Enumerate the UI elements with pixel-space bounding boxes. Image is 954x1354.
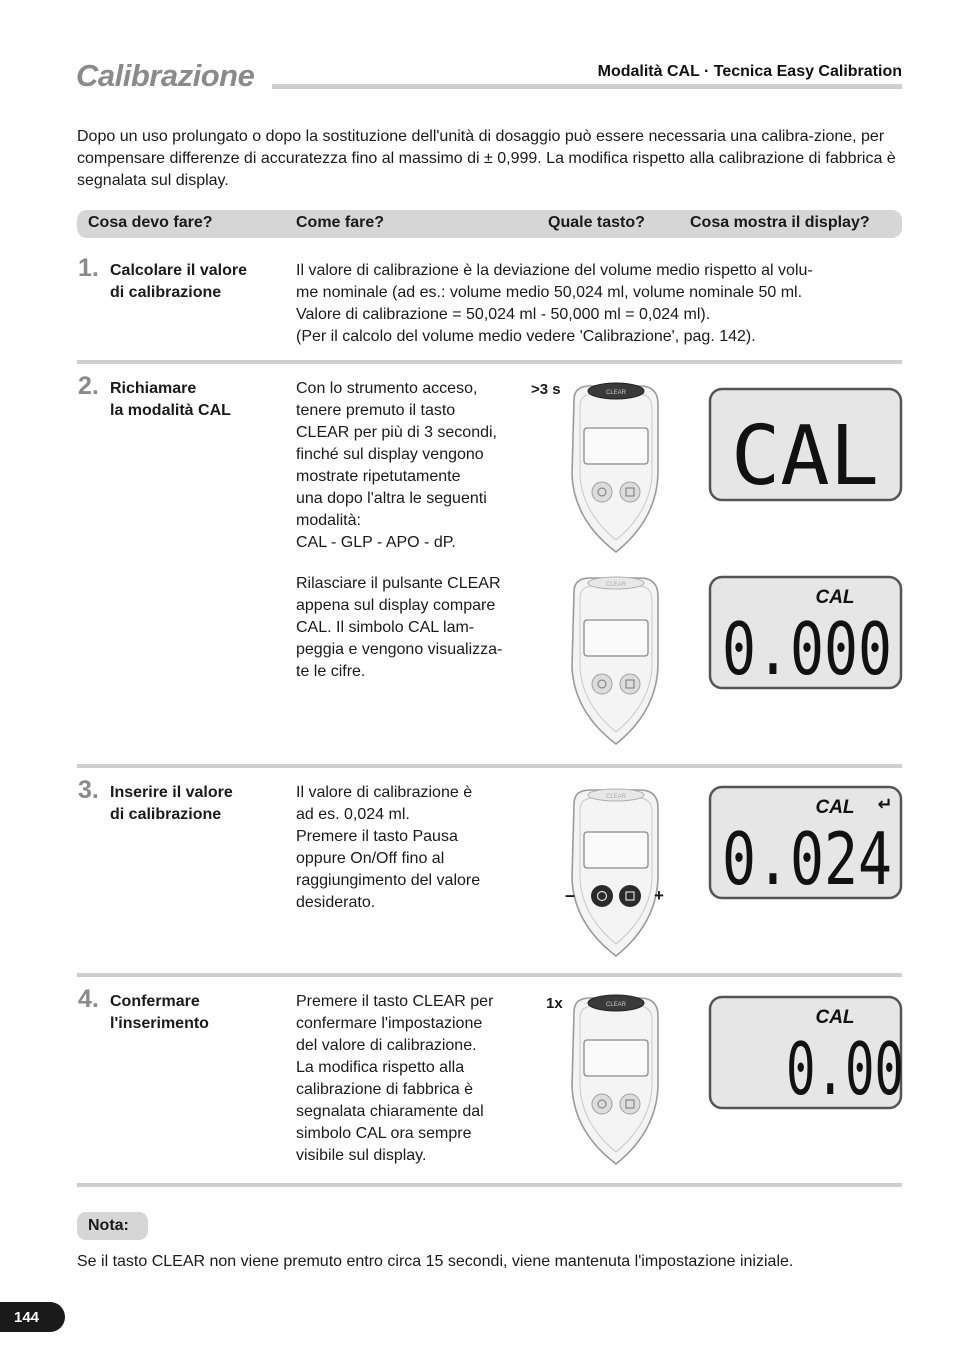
note-text: Se il tasto CLEAR non viene premuto entro circa 15 secondi, viene mantenuta l'impostazione iniziale. bbox=[77, 1253, 794, 1270]
dispenser-device-icon bbox=[568, 992, 668, 1172]
step-4-body-line: simbolo CAL ora sempre bbox=[296, 1125, 472, 1142]
step-2-title-line: Richiamare bbox=[110, 380, 197, 397]
lcd-cal-symbol: CAL bbox=[815, 587, 855, 608]
step-1-body bbox=[296, 260, 896, 348]
step-4-body-line: calibrazione di fabbrica è bbox=[296, 1081, 473, 1098]
step-4-title-line: l'inserimento bbox=[110, 1015, 209, 1032]
page-subtitle: Modalità CAL · Tecnica Easy Calibration bbox=[597, 63, 902, 80]
clear-button-label: CLEAR bbox=[605, 582, 627, 588]
step-4-body-line: confermare l'impostazione bbox=[296, 1015, 483, 1032]
step-3-body bbox=[296, 782, 526, 914]
dispenser-device-icon bbox=[568, 572, 668, 752]
step-1-title-line: di calibrazione bbox=[110, 284, 222, 301]
step-3-body-line: Premere il tasto Pausa bbox=[296, 828, 458, 845]
step-3-body-line: raggiungimento del valore bbox=[296, 872, 481, 889]
step-4-body-line: visibile sul display. bbox=[296, 1147, 427, 1164]
step-2-body-line: appena sul display compare bbox=[296, 597, 496, 614]
intro-paragraph: Dopo un uso prolungato o dopo la sostituzione dell'unità di dosaggio può essere necessaria una calibra-zione, per compensare differenze di accuratezza fino al massimo di ± 0,999. La modifica rispetto alla calibrazione di fabbrica è segnalata sul display. bbox=[77, 128, 896, 189]
on-off-button-icon bbox=[619, 885, 641, 907]
step-1-body-line: (Per il calcolo del volume medio vedere 'Calibrazione', pag. 142). bbox=[296, 328, 756, 345]
lcd-cal-symbol: CAL bbox=[815, 1007, 855, 1028]
row-divider bbox=[77, 360, 902, 364]
row-divider bbox=[77, 764, 902, 768]
page-number: 144 bbox=[14, 1309, 40, 1326]
step-4-title-line: Confermare bbox=[110, 993, 200, 1010]
clear-button-label: CLEAR bbox=[605, 390, 627, 396]
step-2-body-line: CAL. Il simbolo CAL lam- bbox=[296, 619, 475, 636]
hold-duration-label: >3 s bbox=[531, 381, 561, 398]
column-header-what: Cosa devo fare? bbox=[88, 214, 213, 231]
step-4-body bbox=[296, 991, 526, 1167]
clear-button-label: CLEAR bbox=[605, 794, 627, 800]
step-2-body bbox=[296, 378, 526, 554]
row-divider bbox=[77, 1183, 902, 1187]
step-2-body-line: tenere premuto il tasto bbox=[296, 402, 456, 419]
lcd-cal-symbol: CAL bbox=[815, 797, 855, 818]
step-2-body-line: CAL - GLP - APO - dP. bbox=[296, 534, 456, 551]
step-1-number: 1. bbox=[78, 254, 99, 282]
step-2-body-line: Con lo strumento acceso, bbox=[296, 380, 478, 397]
lcd-text: CAL bbox=[730, 409, 880, 504]
step-2-body-release bbox=[296, 573, 526, 683]
step-4-body-line: del valore di calibrazione. bbox=[296, 1037, 477, 1054]
step-2-body-line: mostrate ripetutamente bbox=[296, 468, 461, 485]
dispenser-device-icon bbox=[568, 784, 668, 964]
step-2-body-line: una dopo l'altra le seguenti bbox=[296, 490, 487, 507]
column-header-display: Cosa mostra il display? bbox=[690, 214, 870, 231]
step-3-body-line: Il valore di calibrazione è bbox=[296, 784, 473, 801]
step-2-body-line: modalità: bbox=[296, 512, 361, 529]
lcd-text: 0.00 bbox=[786, 1027, 904, 1111]
step-2-title bbox=[110, 378, 231, 422]
minus-label: – bbox=[565, 885, 576, 905]
step-3-body-line: ad es. 0,024 ml. bbox=[296, 806, 410, 823]
clear-button-label: CLEAR bbox=[605, 1002, 627, 1008]
page-title: Calibrazione bbox=[76, 58, 255, 93]
step-4-body-line: La modifica rispetto alla bbox=[296, 1059, 465, 1076]
dispenser-device-icon bbox=[568, 380, 668, 560]
step-4-body-line: segnalata chiaramente dal bbox=[296, 1103, 484, 1120]
row-divider bbox=[77, 973, 902, 977]
step-4-number: 4. bbox=[78, 985, 99, 1013]
step-1-body-line: me nominale (ad es.: volume medio 50,024 ml, volume nominale 50 ml. bbox=[296, 284, 803, 301]
step-2-title-line: la modalità CAL bbox=[110, 402, 231, 419]
pause-button-icon bbox=[591, 885, 613, 907]
lcd-text: 0.000 bbox=[722, 607, 892, 691]
step-1-title bbox=[110, 260, 247, 304]
step-3-title-line: di calibrazione bbox=[110, 806, 222, 823]
lcd-display-confirmed bbox=[709, 996, 903, 1110]
note-label: Nota: bbox=[88, 1217, 129, 1234]
press-count-label: 1x bbox=[546, 995, 563, 1012]
title-rule bbox=[272, 84, 902, 89]
column-header-how: Come fare? bbox=[296, 214, 385, 231]
step-1-title-line: Calcolare il valore bbox=[110, 262, 247, 279]
step-3-number: 3. bbox=[78, 776, 99, 804]
plus-label: + bbox=[654, 886, 664, 905]
step-2-body-line: CLEAR per più di 3 secondi, bbox=[296, 424, 497, 441]
step-2-body-line: peggia e vengono visualizza- bbox=[296, 641, 503, 658]
step-2-body-line: te le cifre. bbox=[296, 663, 366, 680]
step-2-number: 2. bbox=[78, 372, 99, 400]
column-header-key: Quale tasto? bbox=[548, 214, 645, 231]
step-3-title-line: Inserire il valore bbox=[110, 784, 233, 801]
lcd-display-cal bbox=[709, 388, 903, 502]
step-1-body-line: Il valore di calibrazione è la deviazione del volume medio rispetto al volu- bbox=[296, 262, 813, 279]
enter-icon: ↵ bbox=[877, 794, 893, 815]
lcd-text: 0.024 bbox=[722, 817, 892, 901]
step-4-title bbox=[110, 991, 209, 1035]
lcd-display-value bbox=[709, 786, 903, 900]
step-2-body-line: Rilasciare il pulsante CLEAR bbox=[296, 575, 501, 592]
lcd-display-cal-zero bbox=[709, 576, 903, 690]
step-4-body-line: Premere il tasto CLEAR per bbox=[296, 993, 494, 1010]
step-2-body-line: finché sul display vengono bbox=[296, 446, 484, 463]
step-3-body-line: oppure On/Off fino al bbox=[296, 850, 445, 867]
step-1-body-line: Valore di calibrazione = 50,024 ml - 50,000 ml = 0,024 ml). bbox=[296, 306, 711, 323]
step-3-title bbox=[110, 782, 233, 826]
step-3-body-line: desiderato. bbox=[296, 894, 376, 911]
